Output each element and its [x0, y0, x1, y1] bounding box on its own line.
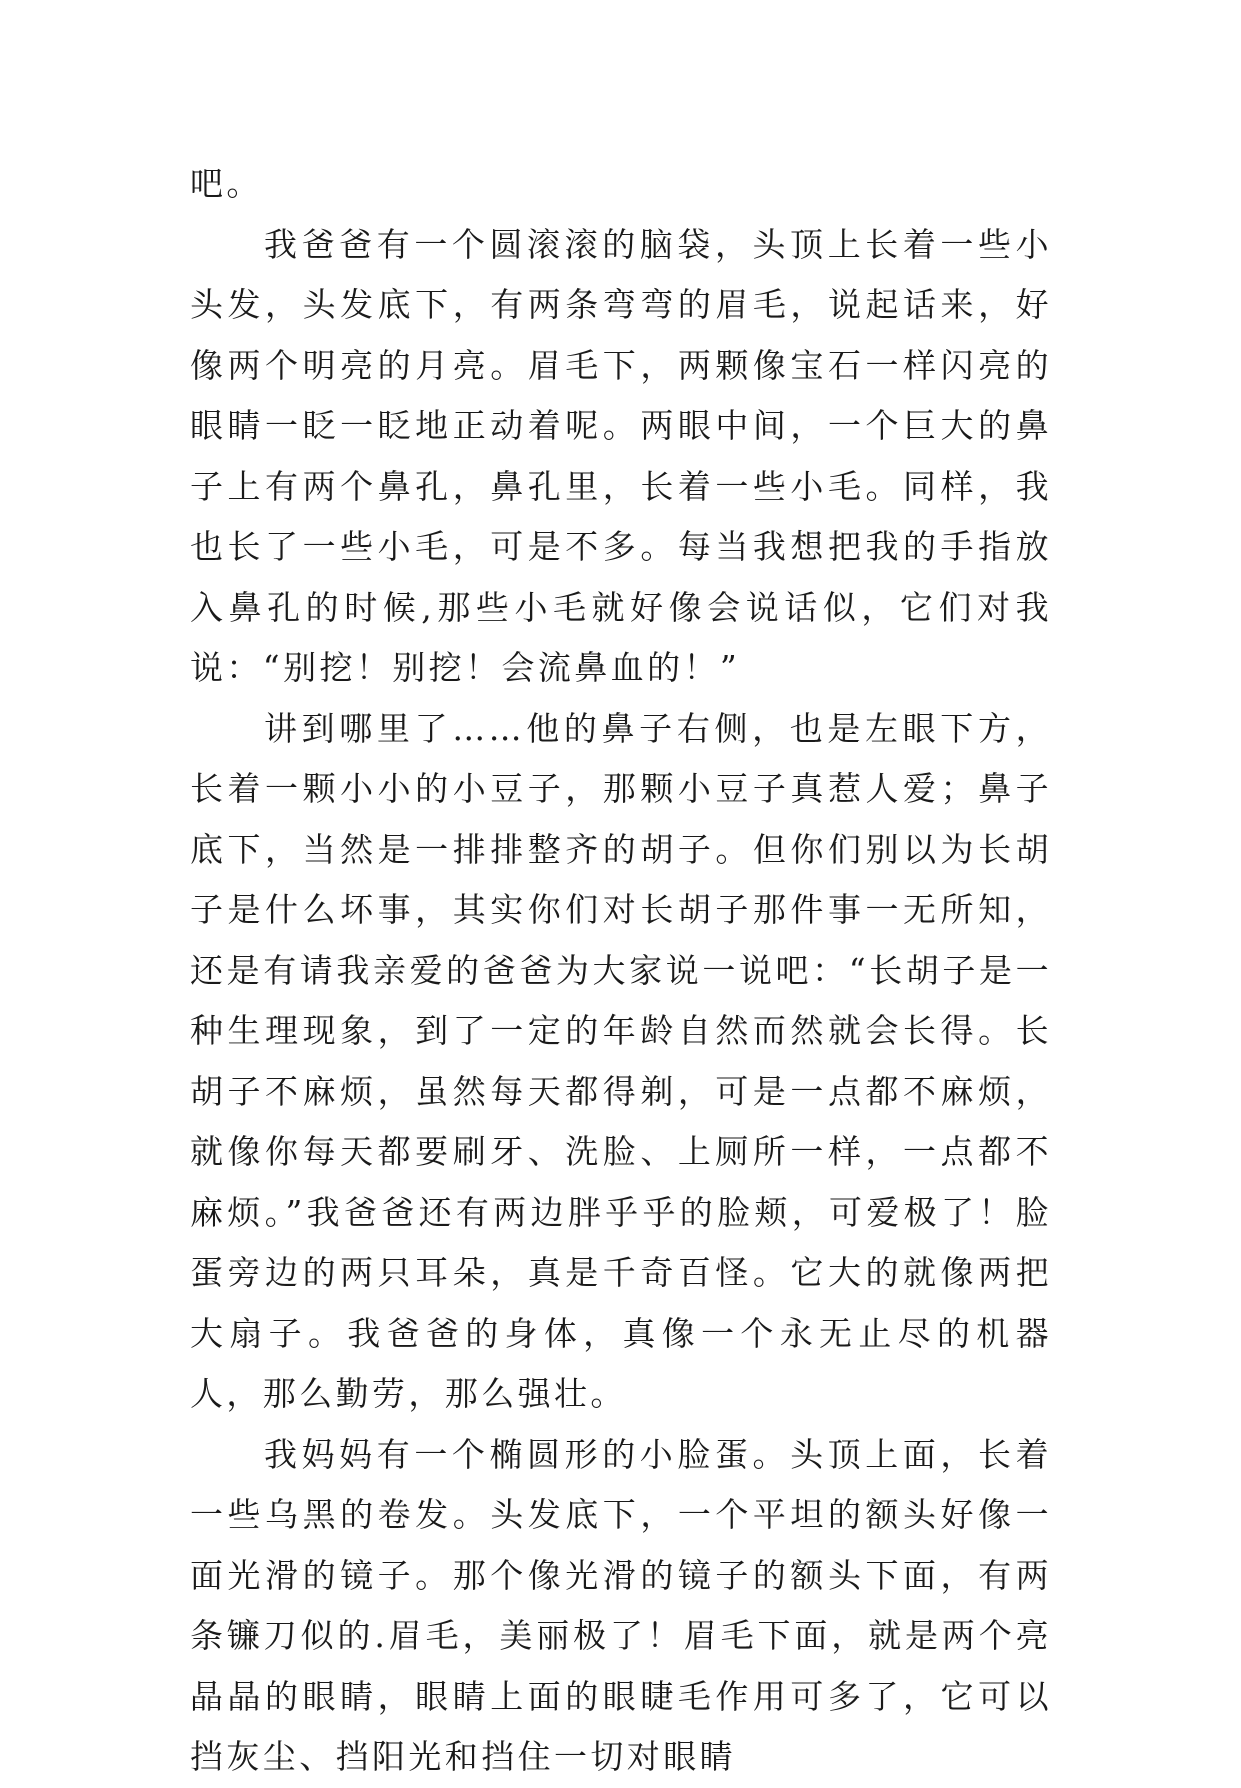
paragraph-mother-face: 我妈妈有一个椭圆形的小脸蛋。头顶上面，长着一些乌黑的卷发。头发底下，一个平坦的额头好像一面光滑的镜子。那个像光滑的镜子的额头下面，有两条镰刀似的.眉毛，美丽极了！眉毛下面，就是两个亮晶晶的眼睛，眼睛上面的眼睫毛作用可多了，它可以挡灰尘、挡阳光和挡住一切对眼睛 [190, 1434, 1052, 1776]
paragraph-father-beard: 讲到哪里了……他的鼻子右侧，也是左眼下方，长着一颗小小的小豆子，那颗小豆子真惹人爱；鼻子底下，当然是一排排整齐的胡子。但你们别以为长胡子是什么坏事，其实你们对长胡子那件事一无所知，还是有请我亲爱的爸爸为大家说一说吧：“长胡子是一种生理现象，到了一定的年龄自然而然就会长得。长胡子不麻烦，虽然每天都得剃，可是一点都不麻烦，就像你每天都要刷牙、洗脸、上厕所一样，一点都不麻烦。”我爸爸还有两边胖乎乎的脸颊，可爱极了！脸蛋旁边的两只耳朵，真是千奇百怪。它大的就像两把大扇子。我爸爸的身体，真像一个永无止尽的机器人，那么勤劳，那么强壮。 [190, 708, 1052, 1413]
paragraph-continuation: 吧。 [190, 164, 263, 203]
paragraph-father-face: 我爸爸有一个圆滚滚的脑袋，头顶上长着一些小头发，头发底下，有两条弯弯的眉毛，说起话来，好像两个明亮的月亮。眉毛下，两颗像宝石一样闪亮的眼睛一眨一眨地正动着呢。两眼中间，一个巨大的鼻子上有两个鼻孔，鼻孔里，长着一些小毛。同样，我也长了一些小毛，可是不多。每当我想把我的手指放入鼻孔的时候,那些小毛就好像会说话似，它们对我说：“别挖！别挖！会流鼻血的！” [190, 224, 1052, 687]
body-text [190, 154, 1052, 1788]
